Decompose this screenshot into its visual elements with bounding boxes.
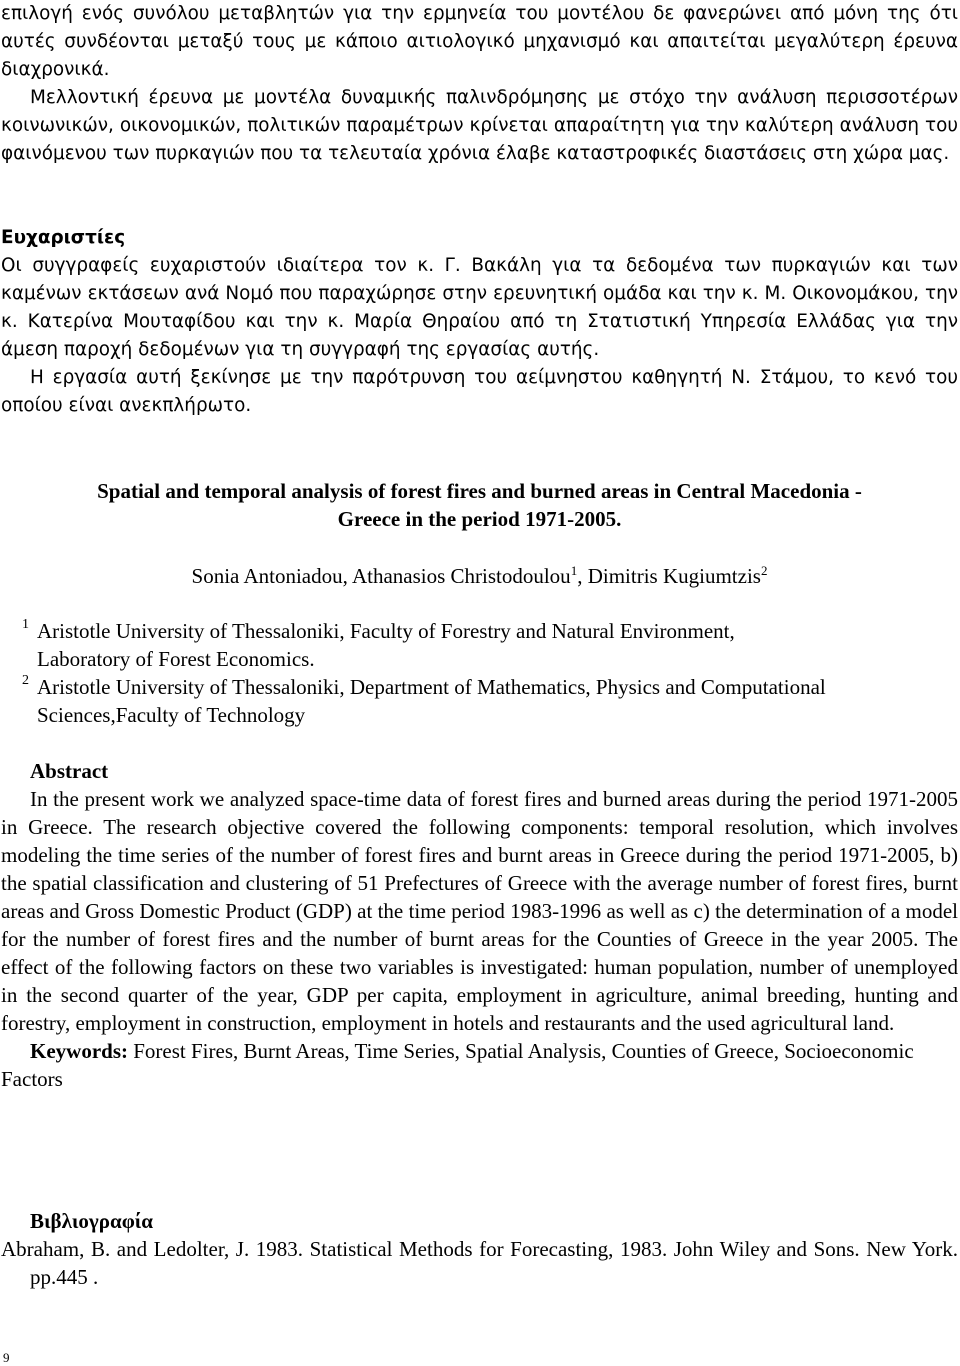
authors-line	[1, 562, 958, 590]
intro-paragraph-1: επιλογή ενός συνόλου μεταβλητών για την ερμηνεία του μοντέλου δε φανερώνει από μόνη της ότι αυτές συνδέονται μεταξύ τους με κάποιο αιτιολογικό μηχανισμό και απαιτείται μεγαλύτερη έρευνα διαχρονικά.	[1, 3, 958, 80]
affiliation-1	[1, 617, 958, 673]
reference-item: Abraham, B. and Ledolter, J. 1983. Statistical Methods for Forecasting, 1983. John Wiley and Sons. New York. pp.445 .	[1, 1237, 958, 1289]
abstract-section	[1, 757, 958, 1093]
author-sup-1: 1	[570, 563, 578, 578]
keywords-paragraph	[1, 1037, 958, 1093]
intro-section	[1, 0, 958, 168]
acknowledgements-paragraph-1: Οι συγγραφείς ευχαριστούν ιδιαίτερα τον κ. Γ. Βακάλη για τα δεδομένα των πυρκαγιών και των καμένων εκτάσεων ανά Νομό που παραχώρησε στην ερευνητική ομάδα και την κ. Μ. Οικονομάκου, την κ. Κατερίνα Μουταφίδου και την κ. Μαρία Θηραίου από τη Στατιστική Υπηρεσία Ελλάδας για την άμεση παροχή δεδομένων για τη συγγραφή της εργασίας αυτής.	[1, 255, 958, 360]
references-section	[1, 1207, 958, 1291]
keywords-text: Forest Fires, Burnt Areas, Time Series, Spatial Analysis, Counties of Greece, Socioeconomic Factors	[1, 1039, 914, 1091]
acknowledgements-section	[1, 224, 958, 420]
references-heading: Βιβλιογραφία	[30, 1209, 154, 1233]
keywords-label: Keywords:	[30, 1039, 128, 1063]
acknowledgements-heading: Ευχαριστίες	[1, 227, 126, 248]
affiliation-line: Sciences,Faculty of Technology	[37, 703, 306, 727]
acknowledgements-paragraph-2: Η εργασία αυτή ξεκίνησε με την παρότρυνση του αείμνηστου καθηγητή Ν. Στάμου, το κενό του οποίου είναι ανεκπλήρωτο.	[1, 367, 958, 416]
affiliation-number: 1	[22, 617, 29, 632]
affiliation-line: Aristotle University of Thessaloniki, Faculty of Forestry and Natural Environment,	[37, 619, 735, 643]
affiliation-line: Laboratory of Forest Economics.	[37, 647, 315, 671]
author-sup-2: 2	[760, 563, 768, 578]
paper-title-line-1: Spatial and temporal analysis of forest fires and burned areas in Central Macedonia -	[97, 479, 862, 503]
author-separator: ,	[577, 564, 588, 588]
abstract-heading: Abstract	[30, 759, 109, 783]
affiliation-line: Aristotle University of Thessaloniki, Department of Mathematics, Physics and Computational	[37, 675, 826, 699]
page-number: 9	[3, 1350, 10, 1365]
affiliation-number: 2	[22, 673, 29, 688]
paper-title	[1, 477, 958, 533]
paper-title-line-2: Greece in the period 1971-2005.	[337, 507, 622, 531]
intro-paragraph-2: Μελλοντική έρευνα με μοντέλα δυναμικής παλινδρόμησης με στόχο την ανάλυση περισσοτέρων κοινωνικών, οικονομικών, πολιτικών παραμέτρων κρίνεται απαραίτητη για την καλύτερη ανάλυση του φαινόμενου των πυρκαγιών που τα τελευταία χρόνια έλαβε καταστροφικές διαστάσεις στη χώρα μας.	[1, 87, 958, 164]
affiliations	[1, 617, 958, 729]
abstract-body: In the present work we analyzed space-time data of forest fires and burned areas during the period 1971-2005 in Greece. The research objective covered the following components: temporal resolution, which involves modeling the time series of the number of forest fires and burnt areas in Greece during the period 1971-2005, b) the spatial classification and clustering of 51 Prefectures of Greece with the average number of forest fires, burnt areas and Gross Domestic Product (GDP) at the time period 1983-1996 as well as c) the determination of a model for the number of forest fires and the number of burnt areas for the Counties of Greece in the year 2005. The effect of the following factors on these two variables is investigated: human population, number of unemployed in the second quarter of the year, GDP per capita, employment in agriculture, animal breeding, hunting and forestry, employment in construction, employment in hotels and restaurants and the used agricultural land.	[1, 787, 958, 1035]
author-names-1: Sonia Antoniadou, Athanasios Christodoulou	[191, 564, 571, 588]
affiliation-2	[1, 673, 958, 729]
author-names-2: Dimitris Kugiumtzis	[587, 564, 761, 588]
